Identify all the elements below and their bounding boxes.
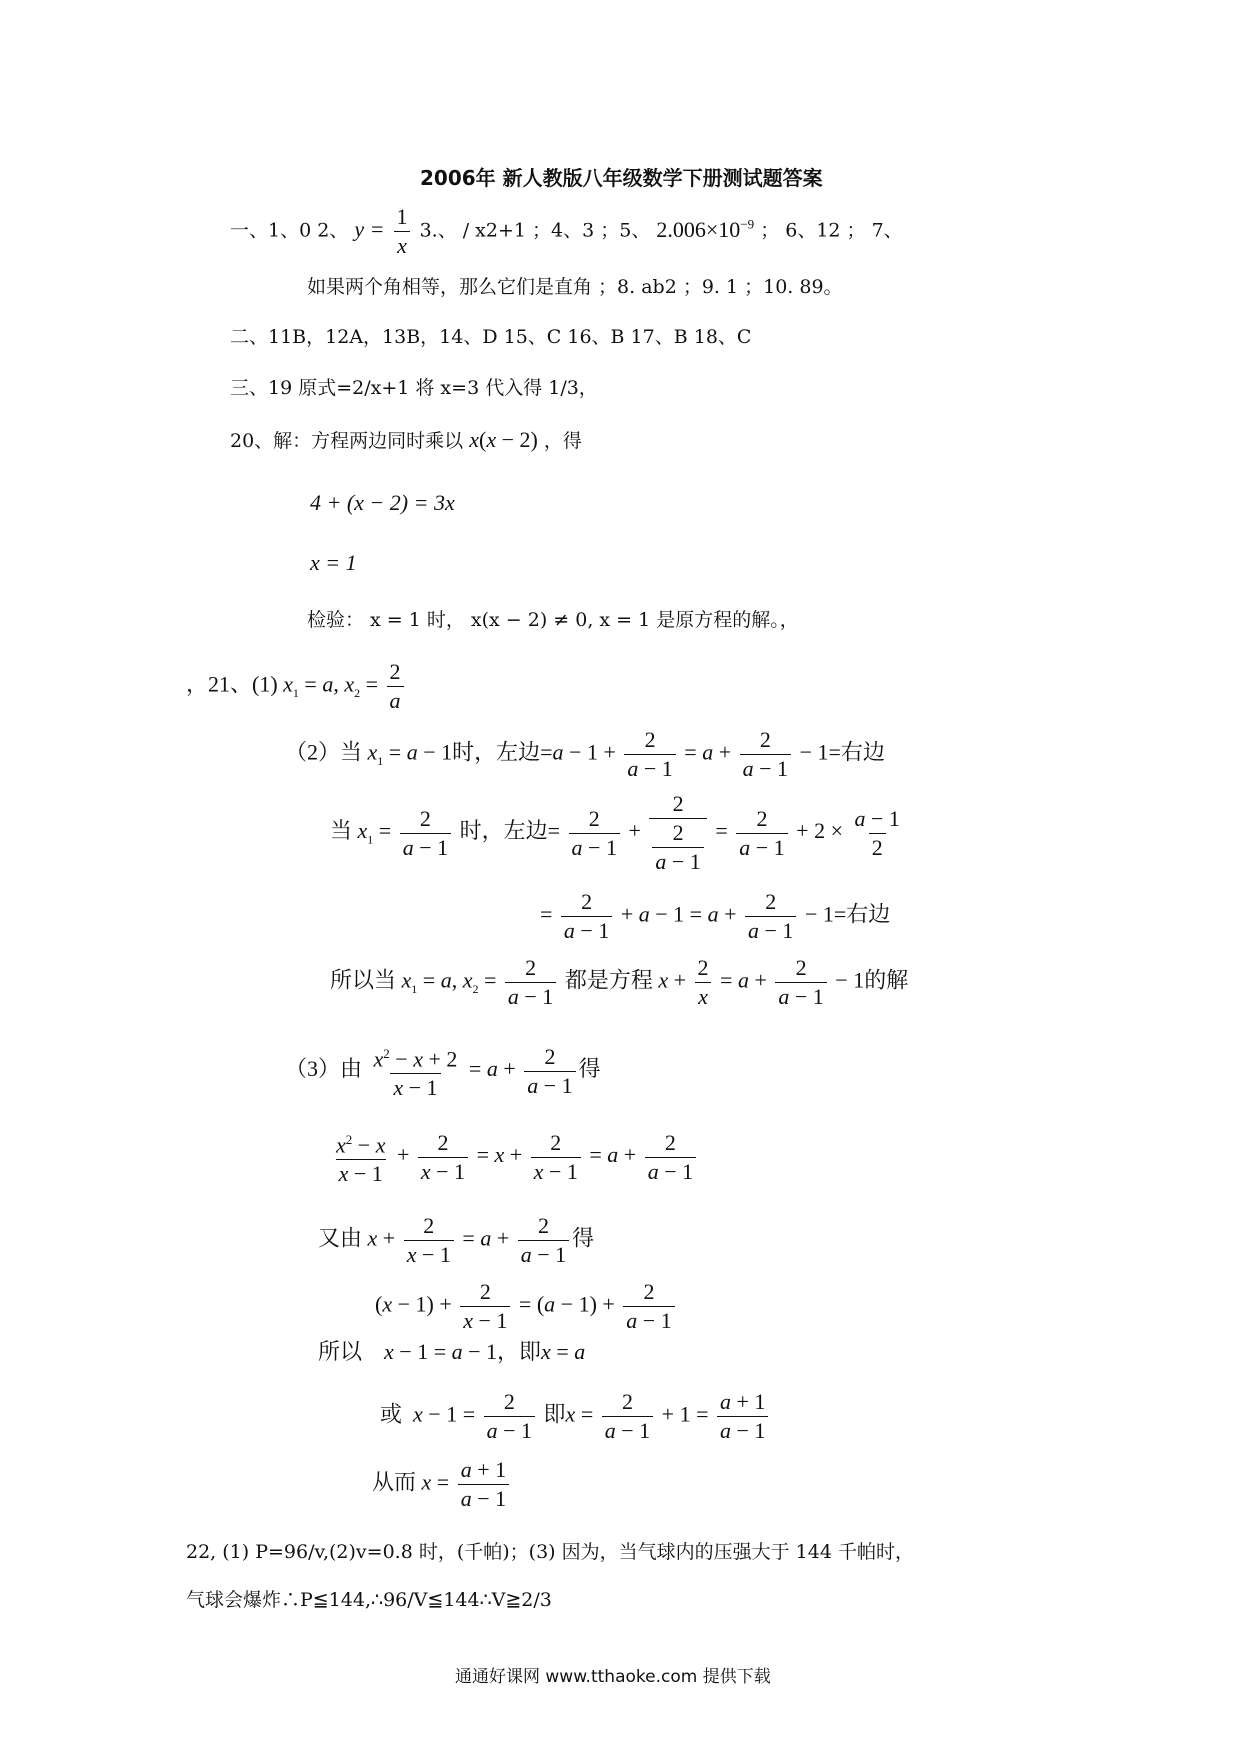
q21-part2-line3: = $\frac{2}{a - 1}$ + a − 1 = a + $\frac{2}{a - 1}$ − 1=右边 (540, 889, 891, 943)
q21-part3-line5: 所以 x − 1 = a − 1，即x = a (318, 1339, 586, 1364)
formula-y: y = (354, 216, 385, 242)
footer-text: 通通好课网 www.tthaoke.com 提供下载 (455, 1667, 771, 1687)
section-3: 三、19 原式=2/x+1 将 x=3 代入得 1/3， (230, 377, 598, 399)
q21-part3-line2: $\frac{x^2 - x}{x - 1}$ + $\frac{2}{x - 1}$ = x + $\frac{2}{x - 1}$ = a + $\frac{2}{a - 1}$ (330, 1128, 699, 1186)
q21-part3-line7: 从而 x = $\frac{a + 1}{a - 1}$ (372, 1458, 512, 1511)
q21-part3-line6: 或 x − 1 = $\frac{2}{a - 1}$ 即x = $\frac{2}{a - 1}$ + 1 = $\frac{a + 1}{a - 1}$ (380, 1390, 771, 1443)
q22-line2: 气球会爆炸∴P≦144,∴96/V≦144∴V≧2/3 (186, 1589, 552, 1611)
q21-part2-conclusion: 所以当 $x_1 = a$, $x_2$ = $\frac{2}{a - 1}$ 都是方程 x + $\frac{2}{x}$ = a + $\frac{2}{a - 1}$ − 1的解 (330, 955, 909, 1009)
q20-check: 检验： x = 1 时， x(x − 2) ≠ 0, x = 1 是原方程的解。， (307, 609, 799, 631)
q21-part1: ，21、(1) $x_1 = a$, $x_2$ = $\frac{2}{a}$ (186, 660, 407, 713)
answer-text: 3.、 / x2+1 ；4、3 ；5、 (419, 219, 651, 242)
answer-text: 一、1、0 2、 (230, 219, 349, 242)
q20-eq2: x = 1 (310, 550, 357, 575)
q21-part3-line3: 又由 x + $\frac{2}{x - 1}$ = a + $\frac{2}{a - 1}$ 得 (318, 1213, 595, 1267)
section-2: 二、11B，12A，13B，14、D 15、C 16、B 17、B 18、C (230, 326, 752, 348)
q22-line1: 22, (1) P=96/v,(2)v=0.8 时，(千帕)；(3) 因为，当气球内的压强大于 144 千帕时， (186, 1541, 914, 1563)
answer-text: ； 6、12 ； 7、 (760, 219, 903, 242)
sci-number: $2.006\times 10^{-9}$ (656, 216, 755, 242)
q21-part3-line1: （3）由 $\frac{x^2 - x + 2}{x - 1}$ = a + $\frac{2}{a - 1}$ 得 (285, 1043, 601, 1101)
q21-part2-line1: （2）当 $x_1 = a - 1$时，左边=a − 1 + $\frac{2}{a - 1}$ = a + $\frac{2}{a - 1}$ − 1=右边 (285, 727, 885, 781)
q21-part3-line4: (x − 1) + $\frac{2}{x - 1}$ = (a − 1) + $\frac{2}{a - 1}$ (375, 1280, 678, 1333)
q20-intro: 20、解：方程两边同时乘以 x(x − 2) ，得 (230, 427, 582, 452)
answer-line-1 (230, 205, 903, 258)
q21-part2-line2: 当 $x_1$ = $\frac{2}{a - 1}$ 时，左边= $\frac{2}{a - 1}$ + $\frac{2}{\frac{2}{a - 1}}$ = $\frac{2}{a - 1}$ + 2 × $\frac{a - 1}{2}$ (330, 791, 900, 874)
q20-eq1: 4 + (x − 2) = 3x (310, 490, 455, 515)
answer-line-2: 如果两个角相等，那么它们是直角 ；8. ab2 ；9. 1 ；10. 89。 (307, 276, 843, 298)
page-title: 2006年 新人教版八年级数学下册测试题答案 (420, 166, 823, 190)
fraction: $\frac{1}{x}$ (394, 205, 411, 258)
